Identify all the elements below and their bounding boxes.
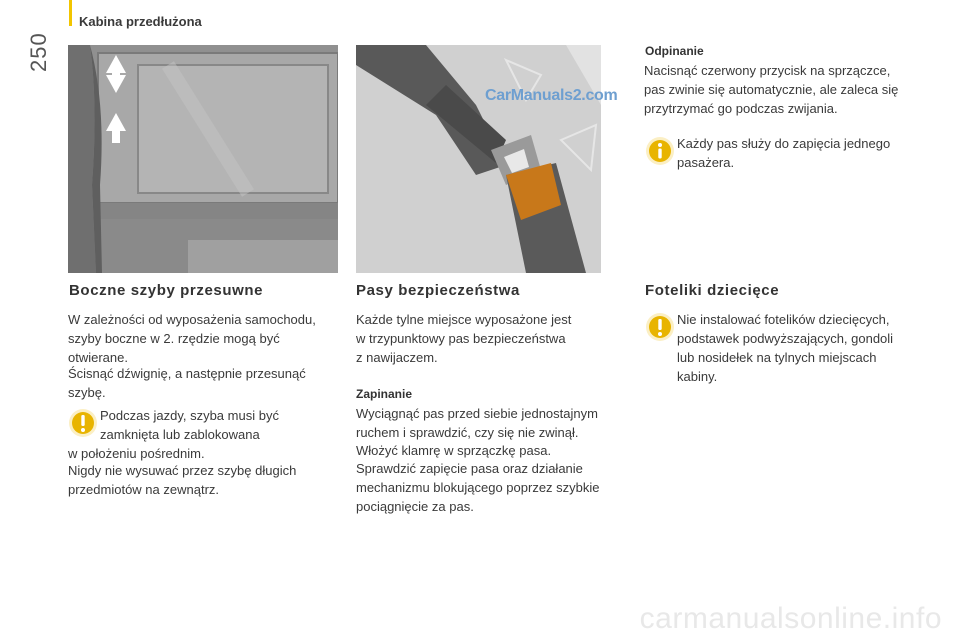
child-seats-warning: Nie instalować fotelików dziecięcych, podstawek podwyższających, gondoli lub nosidełek na tylnych miejscach kabiny. [677, 312, 894, 384]
sliding-windows-heading: Boczne szyby przesuwne [69, 282, 264, 299]
carmanuals-logo: CarManuals2.com [485, 87, 618, 104]
sliding-windows-paragraph-3: Nigdy nie wysuwać przez szybę długich przedmiotów na zewnątrz. [68, 463, 297, 497]
sliding-windows-warning: Podczas jazdy, szyba musi być zamknięta lub zablokowana w położeniu pośrednim. [68, 408, 279, 461]
fastening-paragraph-1: Wyciągnąć pas przed siebie jednostajnym ruchem i sprawdzić, czy się nie zwinął. [356, 406, 598, 440]
unfastening-paragraph: Nacisnąć czerwony przycisk na sprzączce, pas zwinie się automatycznie, ale zaleca się przytrzymać go podczas zwijania. [644, 63, 899, 116]
fastening-paragraph-3: Sprawdzić zapięcie pasa oraz działanie mechanizmu blokującego poprzez szybkie pociągnięcie za pas. [356, 461, 600, 514]
seat-belts-heading: Pasy bezpieczeństwa [356, 282, 520, 299]
info-icon [645, 136, 675, 166]
site-watermark: carmanualsonline.info [639, 602, 942, 635]
window-drawing [68, 45, 338, 273]
unfastening-subheading: Odpinanie [645, 44, 704, 58]
seat-belt-illustration [356, 45, 601, 273]
sliding-window-illustration [68, 45, 338, 273]
child-seats-heading: Foteliki dziecięce [645, 282, 780, 299]
unfastening-info: Każdy pas służy do zapięcia jednego pasażera. [677, 136, 891, 170]
sliding-windows-paragraph-2: Ścisnąć dźwignię, a następnie przesunąć szybę. [68, 366, 306, 400]
section-title: Kabina przedłużona [79, 14, 202, 29]
header-accent-bar [69, 0, 72, 26]
fastening-subheading: Zapinanie [356, 387, 413, 401]
seat-belts-paragraph-1: Każde tylne miejsce wyposażone jest w trzypunktowy pas bezpieczeństwa z nawijaczem. [356, 312, 572, 365]
fastening-paragraph-2: Włożyć klamrę w sprzączkę pasa. [356, 443, 552, 458]
belt-drawing [356, 45, 601, 273]
warning-icon [645, 312, 675, 342]
page-number: 250 [26, 32, 51, 72]
sliding-windows-paragraph-1: W zależności od wyposażenia samochodu, szyby boczne w 2. rzędzie mogą być otwierane. [68, 312, 316, 365]
